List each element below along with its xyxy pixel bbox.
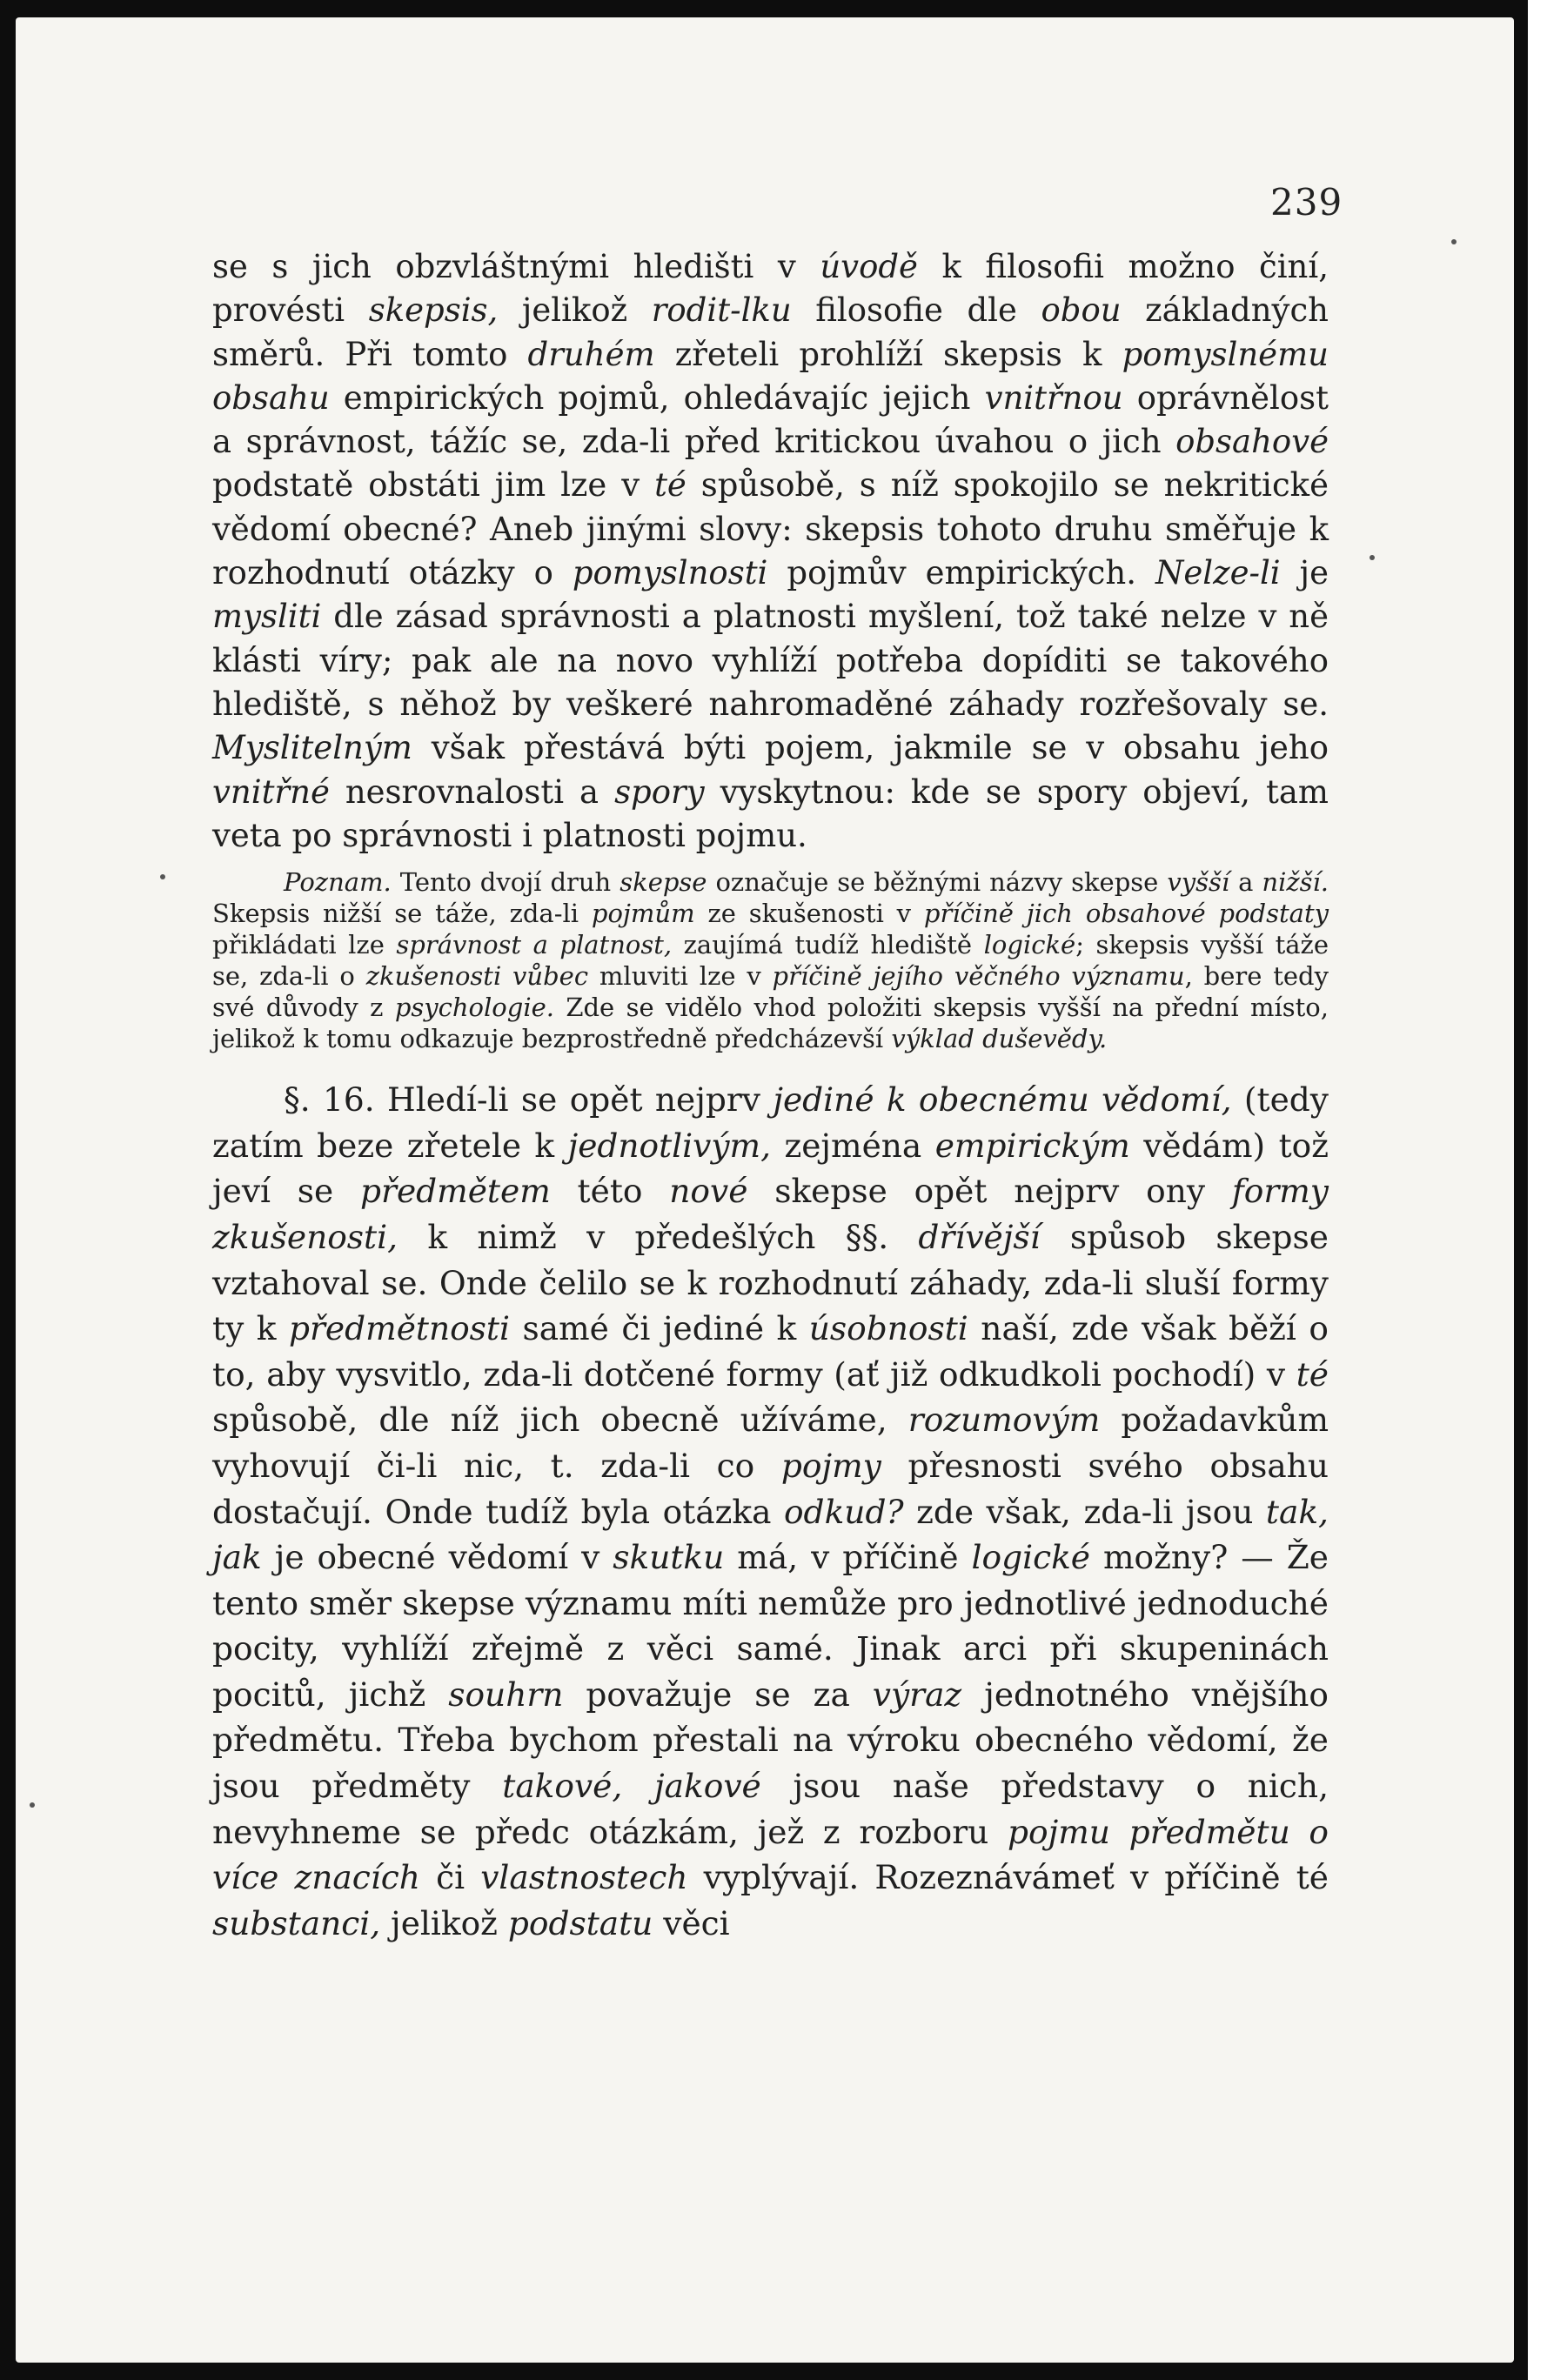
italic-run: odkud? [783,1492,904,1531]
italic-run: skutku [613,1538,725,1577]
page-body [212,245,1329,1946]
margin-speck [1370,555,1375,560]
italic-run: spory [614,772,705,811]
paragraph-note [212,866,1329,1054]
italic-run: pomyslnosti [572,554,768,592]
text-run: podstatě obstáti jim lze v [212,466,655,505]
text-run: jednotného vnějšího předmětu. Třeba bychom přestali na výroku obecného vědomí, že jsou předměty [212,1675,1329,1806]
italic-run: pojmy [780,1446,881,1485]
italic-run: dřívější [918,1217,1041,1256]
italic-run: druhém [527,335,655,373]
text-run: spůsobě, dle níž jich obecně užíváme, [212,1401,908,1440]
italic-run: Nelze-li [1155,554,1281,592]
text-run: §. 16. Hledí-li se opět nejprv [284,1080,774,1120]
text-run: oprávnělost a správnost, tážíc se, zda-li před kritickou úvahou o jich [212,378,1329,461]
text-run: je obecné vědomí v [261,1538,613,1577]
italic-run: vlastnostech [480,1858,688,1897]
italic-run: předmětem [360,1172,551,1211]
italic-run: takové, jakové [502,1767,761,1806]
italic-run: mysliti [212,598,322,636]
italic-run: příčině jich obsahové podstaty [923,899,1329,929]
italic-run: vnitřnou [984,378,1123,417]
text-run: Tento dvojí druh [391,867,620,898]
text-run: věci [653,1903,730,1942]
text-run: dle zásad správnosti a platnosti myšlení, tož také nelze v ně klásti víry; pak ale na novo vyhlíží potřeba dopíditi se takového hlediště, s něhož by veškeré nahromaděné záhady rozřešovaly se. [212,598,1329,723]
italic-run: výraz [872,1675,962,1714]
text-run: ; skepsis vyšší táže se, zda-li o [212,930,1329,992]
italic-run: tak, [1265,1492,1329,1531]
text-run: má, v příčině [724,1538,972,1577]
italic-run: logické [983,930,1076,960]
italic-run: substanci, [212,1903,381,1942]
italic-run: skepsis, [368,291,499,330]
text-run: zaujímá tudíž hlediště [672,930,984,960]
margin-speck [30,1802,35,1808]
text-run: empirických pojmů, ohledávajíc jejich [329,378,985,417]
italic-run: formy zkušenosti, [212,1172,1329,1256]
text-run: , bere tedy své důvody z [212,961,1329,1023]
italic-run: úsobnosti [808,1309,968,1348]
text-run: pojmův empirických. [767,554,1155,592]
text-run: považuje se za [563,1675,873,1714]
text-run: Zde se vidělo vhod položiti skepsis vyšší na přední místo, jelikož k tomu odkazuje bezprostředně předcházevší [212,993,1329,1054]
paragraph-main [212,245,1329,858]
italic-run: jak [212,1538,262,1577]
text-run: nesrovnalosti a [329,772,615,811]
text-run: základných směrů. Při tomto [212,291,1329,373]
text-run: této [550,1172,670,1211]
italic-run: empirickým [934,1126,1130,1165]
text-run: naší, zde však běží o to, aby vysvitlo, zda-li dotčené formy (ať již odkudkoli pochodí) v [212,1309,1329,1394]
italic-run: vnitřné [212,772,330,811]
margin-speck [160,874,165,879]
italic-run: předmětnosti [289,1309,510,1348]
italic-run: pojmu předmětu o více znacích [212,1812,1329,1897]
text-run: zřeteli prohlíží skepsis k [654,335,1122,373]
italic-run: úvodě [820,248,918,285]
text-run: ť v příčině té [1101,1858,1329,1897]
text-run: spůsobě, s níž spokojilo se nekritické vědomí obecné? Aneb jinými slovy: skepsis tohoto druhu směřuje k rozhodnutí otázky o [212,466,1329,592]
scan-edge [1528,0,1547,2380]
italic-run: nové [669,1172,748,1211]
text-run: jelikož [498,291,652,330]
paragraph-section-16 [212,1077,1329,1946]
text-run: filosofie dle [791,291,1041,330]
text-run: a [1229,867,1262,898]
text-run: však přestává býti pojem, jakmile se v obsahu jeho [412,729,1329,767]
italic-run: výklad duševědy. [891,1024,1108,1054]
text-run: přikládati lze [212,930,397,960]
text-run: vyplývají. Rozeznáváme [687,1858,1102,1897]
text-run: (tedy zatím beze zřetele k [212,1080,1329,1165]
italic-run: logické [971,1538,1090,1577]
margin-speck [1451,239,1457,244]
italic-run: psychologie. [394,993,554,1023]
italic-run: pojmům [591,899,695,929]
italic-run: Poznam. [284,867,392,898]
text-run: či [419,1858,481,1897]
text-run: skepse opět nejprv ony [747,1172,1232,1211]
italic-run: vyšší [1167,867,1230,898]
italic-run: jednotlivým, [567,1126,772,1165]
italic-run: skepse [619,867,707,898]
book-page [16,17,1514,2363]
italic-run: obsahové [1175,423,1329,461]
text-run: jelikož [380,1903,508,1942]
italic-run: rodit-lku [651,291,792,330]
text-run: se s jich obzvláštnými hledišti v [212,248,820,285]
text-run: zde však, zda-li jsou [903,1492,1266,1531]
text-run: mluviti lze v [588,961,773,992]
italic-run: zkušenosti vůbec [365,961,589,992]
text-run: vyskytnou: kde se spory objeví, tam veta po správnosti i platnosti pojmu. [212,772,1329,854]
italic-run: podstatu [507,1903,653,1942]
text-run: k nimž v předešlých §§. [398,1217,919,1256]
italic-run: té [654,466,686,505]
italic-run: příčině jejího věčného významu [772,961,1185,992]
text-run: označuje se běžnými názvy skepse [707,867,1168,898]
italic-run: souhrn [448,1675,564,1714]
italic-run: správnost a platnost, [396,930,673,960]
italic-run: nižší. [1262,867,1329,898]
text-run: přesnosti svého obsahu dostačují. Onde tudíž byla otázka [212,1446,1329,1531]
text-run: požadavkům vyhovují či-li nic, t. zda-li co [212,1401,1329,1485]
italic-run: jediné k obecnému vědomí, [773,1080,1232,1120]
text-run: Skepsis nižší se táže, zda-li [212,899,592,929]
page-number: 239 [1270,181,1343,224]
text-run: zejména [771,1126,935,1165]
text-run: ze skušenosti v [694,899,924,929]
italic-run: obou [1041,291,1122,330]
italic-run: rozumovým [907,1401,1101,1440]
text-run: je [1280,554,1329,592]
text-run: k filosofii možno činí, provésti [212,248,1329,330]
italic-run: pomyslnému obsahu [212,335,1329,417]
italic-run: té [1296,1354,1329,1394]
text-run: možny? — Že tento směr skepse významu míti nemůže pro jednotlivé jednoduché pocity, vyhlíží zřejmě z věci samé. Jinak arci při skupeninách pocitů, jichž [212,1538,1329,1714]
text-run: spůsob skepse vztahoval se. Onde čelilo se k rozhodnutí záhady, zda-li sluší formy ty k [212,1217,1329,1348]
text-run: vědám) tož jeví se [212,1126,1329,1211]
italic-run: Myslitelným [212,729,412,767]
text-run: jsou naše představy o nich, nevyhneme se předc otázkám, jež z rozboru [212,1767,1329,1851]
text-run: samé či jediné k [510,1309,809,1348]
